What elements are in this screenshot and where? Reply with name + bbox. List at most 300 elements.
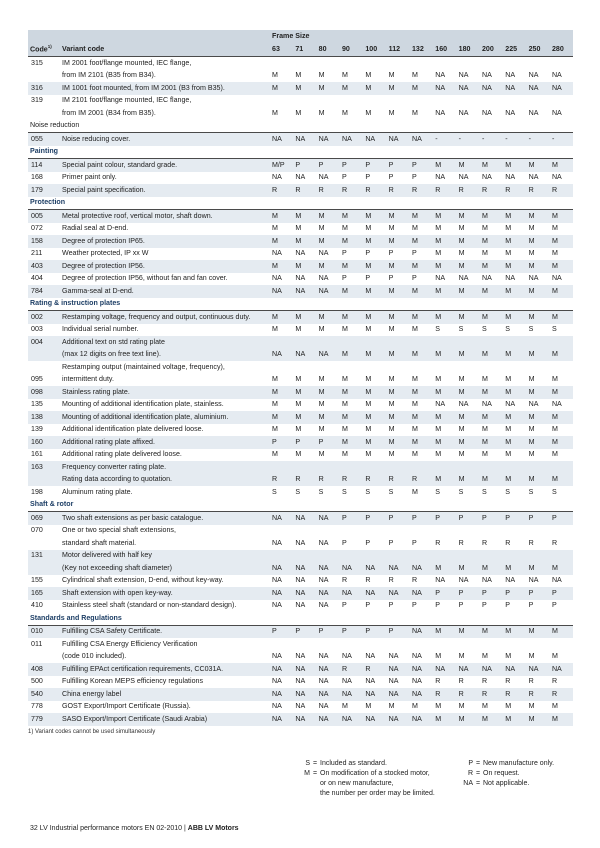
availability-cell: M bbox=[340, 210, 363, 223]
availability-cell bbox=[457, 361, 480, 374]
availability-cell: NA bbox=[481, 108, 492, 117]
table-row bbox=[28, 562, 573, 575]
availability-cell: M/P bbox=[270, 159, 293, 172]
availability-cell: M bbox=[317, 260, 340, 273]
availability-cell: M bbox=[527, 713, 550, 726]
variant-description: Weather protected, IP xx W bbox=[62, 249, 149, 258]
availability-cell bbox=[363, 550, 386, 563]
availability-cell: M bbox=[458, 702, 465, 711]
variant-code: 003 bbox=[31, 325, 43, 334]
availability-cell: M bbox=[433, 285, 456, 298]
table-row bbox=[28, 95, 573, 108]
availability-cell: M bbox=[387, 82, 410, 95]
availability-cell: M bbox=[503, 562, 526, 575]
availability-cell bbox=[503, 336, 526, 349]
availability-cell bbox=[317, 638, 340, 651]
availability-cell bbox=[363, 336, 386, 349]
availability-cell: R bbox=[410, 474, 433, 487]
availability-cell: R bbox=[457, 184, 480, 197]
availability-cell: NA bbox=[387, 713, 410, 726]
availability-cell: M bbox=[293, 260, 316, 273]
availability-cell: M bbox=[411, 702, 418, 711]
availability-cell: S bbox=[505, 487, 511, 496]
availability-cell: M bbox=[527, 210, 550, 223]
availability-cell: NA bbox=[272, 249, 282, 258]
availability-cell bbox=[527, 461, 550, 474]
availability-cell bbox=[503, 95, 526, 108]
availability-cell: - bbox=[503, 133, 526, 146]
availability-cell: S bbox=[551, 325, 557, 334]
availability-cell bbox=[433, 638, 456, 651]
table-row bbox=[28, 159, 573, 172]
table-row bbox=[28, 625, 573, 638]
availability-cell: R bbox=[505, 677, 511, 686]
availability-cell bbox=[387, 550, 410, 563]
availability-cell: P bbox=[503, 587, 526, 600]
availability-cell: M bbox=[295, 224, 302, 233]
availability-cell bbox=[317, 361, 340, 374]
availability-cell: M bbox=[527, 386, 550, 399]
availability-cell bbox=[270, 336, 293, 349]
availability-cell: M bbox=[505, 702, 512, 711]
availability-cell: R bbox=[363, 474, 386, 487]
availability-cell: P bbox=[410, 159, 433, 172]
availability-cell: NA bbox=[435, 400, 446, 409]
availability-cell bbox=[340, 525, 363, 538]
availability-cell: S bbox=[528, 487, 534, 496]
availability-cell: M bbox=[435, 224, 442, 233]
availability-cell: M bbox=[550, 474, 573, 487]
section-header bbox=[28, 146, 573, 159]
availability-cell: NA bbox=[341, 652, 352, 661]
availability-cell: R bbox=[481, 538, 488, 547]
availability-cell bbox=[550, 461, 573, 474]
availability-cell: NA bbox=[550, 663, 573, 676]
table-row bbox=[28, 273, 573, 286]
table-row bbox=[28, 336, 573, 349]
availability-cell: S bbox=[435, 325, 441, 334]
table-row bbox=[28, 461, 573, 474]
availability-cell: NA bbox=[388, 677, 399, 686]
availability-cell: M bbox=[365, 450, 372, 459]
availability-cell: NA bbox=[458, 274, 469, 283]
availability-cell: M bbox=[433, 386, 456, 399]
availability-cell bbox=[410, 461, 433, 474]
variant-code: 138 bbox=[28, 411, 60, 424]
availability-cell: M bbox=[433, 260, 456, 273]
availability-cell: M bbox=[550, 713, 573, 726]
availability-cell: NA bbox=[317, 713, 340, 726]
availability-cell bbox=[550, 361, 573, 374]
availability-cell: M bbox=[503, 436, 526, 449]
availability-cell: M bbox=[295, 108, 302, 117]
variant-description: Two shaft extensions as per basic catalogue. bbox=[60, 512, 270, 525]
availability-cell: M bbox=[435, 425, 442, 434]
availability-cell: NA bbox=[363, 562, 386, 575]
availability-cell: M bbox=[503, 713, 526, 726]
variant-code: 070 bbox=[31, 526, 43, 535]
availability-cell bbox=[457, 336, 480, 349]
availability-cell: M bbox=[363, 285, 386, 298]
variant-code: 778 bbox=[31, 702, 43, 711]
table-row bbox=[28, 107, 573, 120]
availability-cell: M bbox=[480, 713, 503, 726]
availability-cell: M bbox=[433, 349, 456, 362]
availability-cell: P bbox=[341, 173, 347, 182]
availability-cell: P bbox=[341, 601, 347, 610]
variant-code: 002 bbox=[28, 311, 60, 324]
availability-cell: P bbox=[317, 436, 340, 449]
availability-cell: NA bbox=[481, 576, 492, 585]
availability-cell bbox=[503, 638, 526, 651]
availability-cell: M bbox=[411, 325, 418, 334]
availability-cell: P bbox=[411, 274, 417, 283]
availability-cell: P bbox=[317, 159, 340, 172]
variant-code: 069 bbox=[28, 512, 60, 525]
availability-cell: M bbox=[505, 249, 512, 258]
availability-cell bbox=[363, 638, 386, 651]
availability-cell bbox=[480, 95, 503, 108]
availability-cell: M bbox=[411, 375, 418, 384]
availability-cell: M bbox=[528, 224, 535, 233]
availability-cell: M bbox=[340, 285, 363, 298]
availability-cell: NA bbox=[272, 274, 282, 283]
availability-cell bbox=[527, 336, 550, 349]
availability-cell: NA bbox=[363, 587, 386, 600]
availability-cell: NA bbox=[270, 349, 293, 362]
availability-cell: M bbox=[505, 425, 512, 434]
section-title: Painting bbox=[28, 146, 573, 159]
availability-cell: M bbox=[527, 562, 550, 575]
availability-cell: M bbox=[503, 210, 526, 223]
availability-cell: R bbox=[480, 688, 503, 701]
availability-cell: NA bbox=[363, 688, 386, 701]
availability-cell: M bbox=[551, 652, 558, 661]
availability-cell: NA bbox=[293, 285, 316, 298]
availability-cell: P bbox=[551, 601, 557, 610]
availability-cell: R bbox=[341, 576, 348, 585]
availability-cell bbox=[550, 336, 573, 349]
availability-cell bbox=[433, 336, 456, 349]
table-row bbox=[28, 248, 573, 261]
availability-cell bbox=[480, 525, 503, 538]
availability-cell: P bbox=[365, 173, 371, 182]
availability-cell: M bbox=[272, 425, 278, 434]
column-header-row bbox=[28, 43, 573, 57]
availability-cell: S bbox=[435, 487, 441, 496]
availability-cell: M bbox=[318, 325, 325, 334]
variant-description: Degree of protection IP56, without fan and fan cover. bbox=[62, 274, 228, 283]
legend-m: M = On modification of a stocked motor, bbox=[304, 770, 430, 777]
availability-cell: P bbox=[365, 274, 371, 283]
availability-cell: - bbox=[457, 133, 480, 146]
availability-cell: NA bbox=[433, 82, 456, 95]
availability-cell: M bbox=[480, 235, 503, 248]
availability-cell bbox=[527, 57, 550, 70]
variant-description: China energy label bbox=[60, 688, 270, 701]
availability-cell: M bbox=[317, 386, 340, 399]
table-row bbox=[28, 133, 573, 146]
availability-cell: M bbox=[527, 436, 550, 449]
availability-cell: P bbox=[480, 512, 503, 525]
section-title: Shaft & rotor bbox=[28, 499, 573, 512]
availability-cell: M bbox=[480, 562, 503, 575]
availability-cell: NA bbox=[527, 82, 550, 95]
availability-cell bbox=[480, 461, 503, 474]
variant-description: Fulfilling EPAct certification requirements, CC031A. bbox=[60, 663, 270, 676]
availability-cell bbox=[433, 550, 456, 563]
availability-cell: M bbox=[317, 411, 340, 424]
availability-cell: NA bbox=[317, 133, 340, 146]
variant-description: IM 1001 foot mounted, from IM 2001 (B3 from B35). bbox=[60, 82, 270, 95]
availability-cell: NA bbox=[318, 601, 329, 610]
availability-cell: M bbox=[341, 71, 348, 80]
availability-cell bbox=[503, 550, 526, 563]
availability-cell: M bbox=[272, 375, 278, 384]
availability-cell: R bbox=[480, 184, 503, 197]
availability-cell bbox=[293, 57, 316, 70]
availability-cell: NA bbox=[387, 562, 410, 575]
availability-cell: NA bbox=[528, 71, 539, 80]
availability-cell: NA bbox=[527, 663, 550, 676]
availability-cell: P bbox=[457, 512, 480, 525]
variant-code: 158 bbox=[28, 235, 60, 248]
availability-cell: M bbox=[363, 349, 386, 362]
availability-cell: M bbox=[410, 210, 433, 223]
availability-cell: P bbox=[411, 173, 417, 182]
availability-cell: NA bbox=[505, 400, 516, 409]
table-row bbox=[28, 260, 573, 273]
availability-cell: NA bbox=[295, 652, 306, 661]
availability-cell bbox=[387, 525, 410, 538]
table-row bbox=[28, 184, 573, 197]
availability-cell: NA bbox=[318, 249, 329, 258]
availability-cell: P bbox=[365, 601, 371, 610]
availability-cell: M bbox=[340, 235, 363, 248]
variant-description: standard shaft material. bbox=[62, 538, 137, 547]
availability-cell bbox=[550, 525, 573, 538]
variant-code: 165 bbox=[28, 587, 60, 600]
availability-cell bbox=[480, 57, 503, 70]
availability-cell: R bbox=[458, 677, 464, 686]
variant-description: Noise reducing cover. bbox=[60, 133, 270, 146]
availability-cell: NA bbox=[481, 400, 492, 409]
availability-cell: NA bbox=[480, 663, 503, 676]
table-row bbox=[28, 663, 573, 676]
availability-cell bbox=[317, 550, 340, 563]
variant-description: Fulfilling Korean MEPS efficiency regulations bbox=[62, 677, 204, 686]
availability-cell: NA bbox=[363, 133, 386, 146]
availability-cell: R bbox=[433, 184, 456, 197]
availability-cell: P bbox=[365, 249, 371, 258]
availability-cell: M bbox=[293, 210, 316, 223]
availability-cell: NA bbox=[318, 274, 329, 283]
availability-cell: NA bbox=[317, 688, 340, 701]
frame-size-100: 100 bbox=[363, 43, 386, 57]
table-row bbox=[28, 386, 573, 399]
availability-cell: M bbox=[480, 625, 503, 638]
availability-cell: M bbox=[457, 210, 480, 223]
availability-cell: M bbox=[550, 625, 573, 638]
availability-cell bbox=[433, 95, 456, 108]
availability-cell: NA bbox=[365, 652, 376, 661]
availability-cell bbox=[410, 95, 433, 108]
availability-cell: NA bbox=[457, 663, 480, 676]
table-row bbox=[28, 537, 573, 550]
section-header bbox=[28, 197, 573, 210]
availability-cell: M bbox=[458, 249, 465, 258]
availability-cell bbox=[293, 95, 316, 108]
availability-cell: M bbox=[458, 375, 465, 384]
availability-cell: NA bbox=[318, 173, 329, 182]
availability-cell: S bbox=[481, 487, 487, 496]
table-row bbox=[28, 486, 573, 499]
availability-cell: M bbox=[503, 625, 526, 638]
availability-cell: R bbox=[528, 538, 534, 547]
availability-cell: S bbox=[458, 325, 464, 334]
availability-cell: NA bbox=[272, 677, 282, 686]
availability-cell: S bbox=[528, 325, 534, 334]
variant-code bbox=[28, 562, 60, 575]
variant-code: 095 bbox=[31, 375, 43, 384]
availability-cell: S bbox=[505, 325, 511, 334]
variant-header: Variant code bbox=[60, 43, 270, 57]
availability-cell: M bbox=[272, 400, 278, 409]
availability-cell: M bbox=[270, 82, 293, 95]
availability-cell bbox=[433, 461, 456, 474]
availability-cell: R bbox=[458, 538, 464, 547]
availability-cell bbox=[457, 550, 480, 563]
availability-cell: P bbox=[270, 625, 293, 638]
availability-cell: M bbox=[503, 349, 526, 362]
availability-cell: M bbox=[503, 311, 526, 324]
availability-cell: M bbox=[365, 702, 372, 711]
availability-cell: NA bbox=[293, 587, 316, 600]
document-title: LV Industrial performance motors EN 02-2010 bbox=[39, 825, 183, 832]
availability-cell: NA bbox=[363, 713, 386, 726]
availability-cell: M bbox=[388, 702, 395, 711]
availability-cell: M bbox=[550, 349, 573, 362]
availability-cell bbox=[293, 336, 316, 349]
availability-cell bbox=[387, 361, 410, 374]
availability-cell: NA bbox=[505, 576, 516, 585]
availability-cell: NA bbox=[295, 677, 306, 686]
availability-cell: NA bbox=[317, 285, 340, 298]
legend-s: S = Included as standard. bbox=[305, 760, 387, 767]
availability-cell: M bbox=[363, 235, 386, 248]
availability-cell: M bbox=[503, 260, 526, 273]
availability-cell: M bbox=[272, 71, 278, 80]
variant-code: 315 bbox=[31, 58, 43, 67]
brand-name: ABB LV Motors bbox=[187, 825, 239, 832]
availability-cell: P bbox=[410, 512, 433, 525]
availability-cell: R bbox=[433, 688, 456, 701]
availability-cell: NA bbox=[270, 562, 293, 575]
availability-cell: M bbox=[505, 224, 512, 233]
variant-code: 098 bbox=[28, 386, 60, 399]
section-title: Standards and Regulations bbox=[28, 612, 573, 625]
variant-code: 784 bbox=[28, 285, 60, 298]
variant-description: Gamma-seal at D-end. bbox=[60, 285, 270, 298]
code-header: Code$^{1)}$ bbox=[28, 43, 60, 57]
availability-cell bbox=[457, 57, 480, 70]
availability-cell: M bbox=[340, 386, 363, 399]
availability-cell: M bbox=[363, 82, 386, 95]
availability-cell: NA bbox=[340, 133, 363, 146]
table-row bbox=[28, 172, 573, 185]
availability-cell: M bbox=[365, 71, 372, 80]
availability-cell: P bbox=[458, 601, 464, 610]
availability-cell: M bbox=[341, 325, 348, 334]
frame-size-label: Frame Size bbox=[270, 30, 573, 43]
availability-cell bbox=[457, 461, 480, 474]
availability-cell: M bbox=[527, 260, 550, 273]
variant-description: Additional identification plate delivered loose. bbox=[62, 425, 204, 434]
availability-cell: M bbox=[270, 235, 293, 248]
availability-cell: M bbox=[528, 652, 535, 661]
table-row bbox=[28, 311, 573, 324]
availability-cell: NA bbox=[505, 108, 516, 117]
variant-description: Metal protective roof, vertical motor, shaft down. bbox=[60, 210, 270, 223]
availability-cell: S bbox=[458, 487, 464, 496]
section-header bbox=[28, 499, 573, 512]
availability-cell: M bbox=[527, 285, 550, 298]
availability-cell: P bbox=[387, 512, 410, 525]
availability-cell: R bbox=[551, 677, 558, 686]
availability-cell: M bbox=[388, 224, 395, 233]
availability-cell: M bbox=[458, 224, 465, 233]
availability-cell bbox=[503, 57, 526, 70]
availability-cell: M bbox=[435, 702, 442, 711]
availability-cell: NA bbox=[388, 652, 399, 661]
variant-description: Shaft extension with open key-way. bbox=[60, 587, 270, 600]
frame-size-180: 180 bbox=[457, 43, 480, 57]
section-header bbox=[28, 120, 573, 133]
variant-code: 004 bbox=[28, 336, 60, 349]
variant-description: intermittent duty. bbox=[62, 375, 114, 384]
variant-code: 163 bbox=[28, 461, 60, 474]
availability-cell: M bbox=[411, 425, 418, 434]
availability-cell: M bbox=[505, 652, 512, 661]
availability-cell: M bbox=[341, 108, 348, 117]
availability-cell: NA bbox=[293, 512, 316, 525]
availability-cell: M bbox=[365, 375, 372, 384]
availability-cell: NA bbox=[318, 652, 329, 661]
variant-code bbox=[28, 70, 60, 83]
availability-cell: P bbox=[363, 625, 386, 638]
variant-description: Fulfilling CSA Safety Certificate. bbox=[60, 625, 270, 638]
availability-cell: R bbox=[527, 184, 550, 197]
availability-cell: R bbox=[293, 474, 316, 487]
table-row bbox=[28, 701, 573, 714]
availability-cell: M bbox=[388, 108, 395, 117]
availability-cell: M bbox=[551, 425, 558, 434]
availability-cell: NA bbox=[293, 663, 316, 676]
variant-code: 055 bbox=[28, 133, 60, 146]
availability-cell: NA bbox=[481, 71, 492, 80]
availability-cell: M bbox=[433, 474, 456, 487]
availability-cell: M bbox=[387, 210, 410, 223]
availability-cell: NA bbox=[318, 677, 329, 686]
availability-cell: M bbox=[433, 411, 456, 424]
availability-cell: M bbox=[433, 159, 456, 172]
availability-cell bbox=[363, 461, 386, 474]
availability-cell: M bbox=[410, 411, 433, 424]
availability-cell: P bbox=[341, 249, 347, 258]
availability-cell: M bbox=[410, 311, 433, 324]
availability-cell: S bbox=[365, 487, 371, 496]
availability-cell: M bbox=[457, 285, 480, 298]
